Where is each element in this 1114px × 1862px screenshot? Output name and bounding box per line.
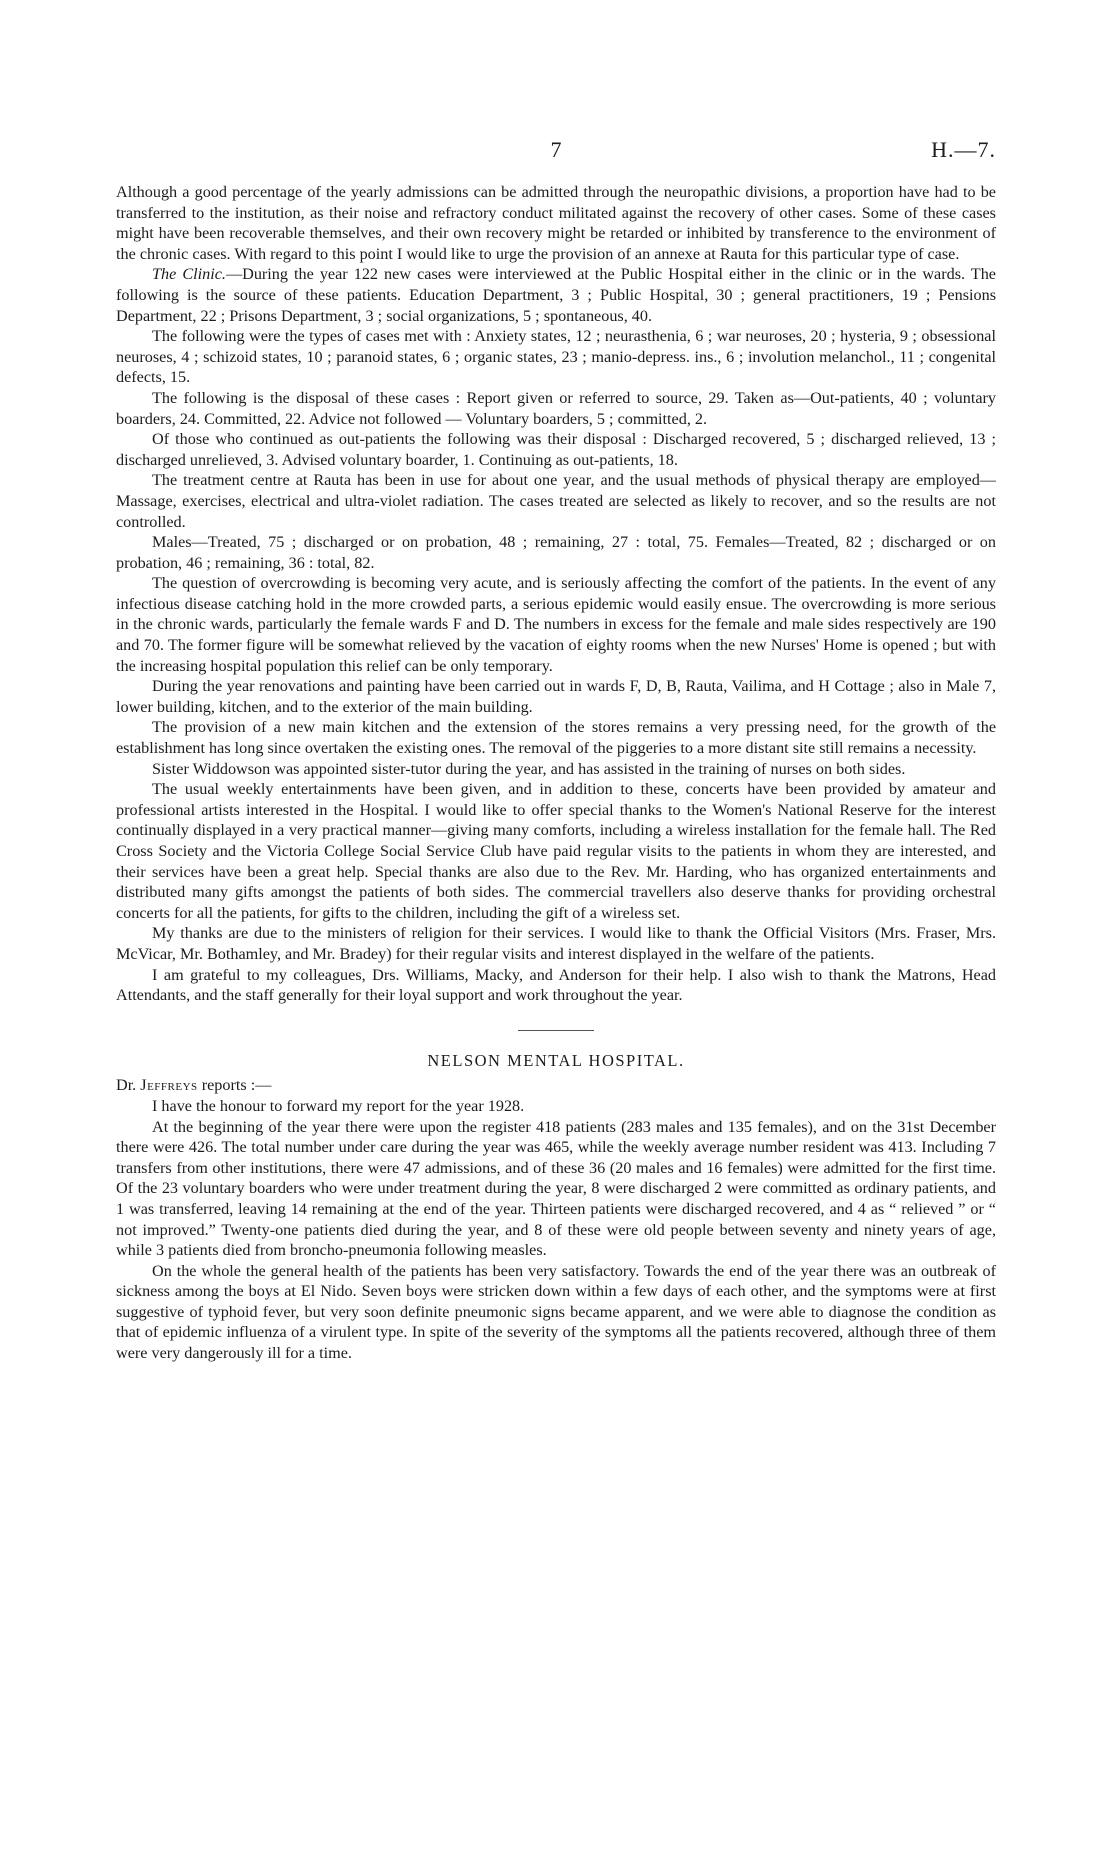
section-title: NELSON MENTAL HOSPITAL. — [427, 1050, 685, 1070]
page-header — [116, 137, 996, 167]
paragraph — [116, 429, 996, 470]
paragraph-text: The treatment centre at Rauta has been in use for about one year, and the usual methods of physical therapy are employed—Massage, exercises, electrical and ultra-violet radiation. The cases treated are selected as likely to recover, and so the results are not controlled. — [116, 471, 996, 531]
paragraph — [116, 182, 996, 264]
paragraph-text: The provision of a new main kitchen and the extension of the stores remains a very pressing need, for the growth of the establishment has long since overtaken the existing ones. The removal of the piggeries to a more distant site still remains a necessity. — [116, 718, 996, 758]
run-in-heading: The Clinic. — [152, 265, 226, 284]
paragraph — [116, 573, 996, 676]
paragraph — [116, 676, 996, 717]
reporter-suffix: reports :— — [201, 1076, 272, 1095]
paragraph-text: At the beginning of the year there were upon the register 418 patients (283 males and 135 females), and on the 31st December there were 426. The total number under care during the year was 465, while the weekly average number resident was 413. Including 7 transfers from other institutions, there were 47 admissions, and of these 36 (20 males and 16 females) were admitted for the first time. Of the 23 voluntary boarders who were under treatment during the year, 8 were discharged 2 were committed as ordinary patients, and 1 was transferred, leaving 14 remaining at the end of the year. Thirteen patients were discharged recovered, and 4 as “ relieved ” or “ not improved.” Twenty-one patients died during the year, and 8 of these were old people between seventy and ninety years of age, while 3 patients died from broncho-pneumonia following measles. — [116, 1117, 996, 1260]
reporter-line — [116, 1075, 996, 1096]
paragraph — [116, 470, 996, 532]
paragraph-text: —During the year 122 new cases were interviewed at the Public Hospital either in the clinic or in the wards. The following is the source of these patients. Education Department, 3 ; Public Hospital, 30 ; general practitioners, 19 ; Pensions Department, 22 ; Prisons Department, 3 ; social organizations, 5 ; spontaneous, 40. — [116, 265, 996, 325]
paragraph — [116, 388, 996, 429]
paragraph-text: The following were the types of cases met with : Anxiety states, 12 ; neurasthenia, 6 ; war neuroses, 20 ; hysteria, 9 ; obsessional neuroses, 4 ; schizoid states, 10 ; paranoid states, 6 ; organic states, 23 ; manio-depress. ins., 6 ; involution melanchol., 11 ; congenital defects, 15. — [116, 327, 996, 387]
paragraph — [116, 717, 996, 758]
section-divider — [518, 1030, 594, 1031]
paragraph — [116, 779, 996, 923]
document-reference: H.—7. — [931, 137, 996, 162]
paragraph — [116, 264, 996, 326]
paragraph — [116, 1117, 996, 1261]
paragraph-text: I am grateful to my colleagues, Drs. Williams, Macky, and Anderson for their help. I also wish to thank the Matrons, Head Attendants, and the staff generally for their loyal support and work throughout the year. — [116, 965, 996, 1005]
paragraph-text: The question of overcrowding is becoming very acute, and is seriously affecting the comfort of the patients. In the event of any infectious disease catching hold in the more crowded parts, a serious epidemic would easily ensue. The overcrowding is more serious in the chronic wards, particularly the female wards F and D. The numbers in excess for the female and male sides respectively are 190 and 70. The former figure will be somewhat relieved by the vacation of eighty rooms when the new Nurses' Home is opened ; but with the increasing hospital population this relief can be only temporary. — [116, 574, 996, 675]
paragraph-text: The usual weekly entertainments have been given, and in addition to these, concerts have been provided by amateur and professional artists interested in the Hospital. I would like to offer special thanks to the Women's National Reserve for the interest continually displayed in a very practical manner—giving many comforts, including a wireless installation for the female hall. The Red Cross Society and the Victoria College Social Service Club have paid regular visits to the patients in whom they are interested, and their services have been a great help. Special thanks are also due to the Rev. Mr. Harding, who has organized entertainments and distributed many gifts amongst the patients of both sides. The commercial travellers also deserve thanks for providing orchestral concerts for all the patients, for gifts to the children, including the gift of a wireless set. — [116, 780, 996, 922]
paragraph — [116, 1261, 996, 1364]
paragraph-text: Males—Treated, 75 ; discharged or on probation, 48 ; remaining, 27 : total, 75. Females—Treated, 82 ; discharged or on probation, 46 ; remaining, 36 : total, 82. — [116, 533, 996, 572]
reporter-name: Jeffreys — [140, 1076, 198, 1095]
paragraph — [116, 326, 996, 388]
paragraph — [116, 532, 996, 573]
paragraph-text: My thanks are due to the ministers of religion for their services. I would like to thank the Official Visitors (Mrs. Fraser, Mrs. McVicar, Mr. Bothamley, and Mr. Bradey) for their regular visits and interest displayed in the welfare of the patients. — [116, 924, 996, 963]
paragraph-text: The following is the disposal of these cases : Report given or referred to source, 29. Taken as—Out-patients, 40 ; voluntary boarders, 24. Committed, 22. Advice not followed — Voluntary boarders, 5 ; committed, 2. — [116, 388, 996, 428]
paragraph-text: Sister Widdowson was appointed sister-tutor during the year, and has assisted in the training of nurses on both sides. — [152, 759, 906, 778]
paragraph — [116, 1096, 996, 1117]
paragraph-text: During the year renovations and painting have been carried out in wards F, D, B, Rauta, Vailima, and H Cottage ; also in Male 7, lower building, kitchen, and to the exterior of the main building. — [116, 677, 996, 716]
paragraph — [116, 759, 996, 780]
paragraph-text: On the whole the general health of the patients has been very satisfactory. Towards the end of the year there was an outbreak of sickness among the boys at El Nido. Seven boys were stricken down within a few days of each other, and the symptoms were at first suggestive of typhoid fever, but very soon definite pneumonic signs became apparent, and we were able to diagnose the condition as that of epidemic influenza of a virulent type. In spite of the severity of the symptoms all the patients recovered, although three of them were very dangerously ill for a time. — [116, 1261, 996, 1363]
paragraph — [116, 923, 996, 964]
page-number: 7 — [550, 137, 562, 162]
document-body — [116, 182, 996, 1364]
paragraph-text: Of those who continued as out-patients the following was their disposal : Discharged recovered, 5 ; discharged relieved, 13 ; discharged unrelieved, 3. Advised voluntary boarder, 1. Continuing as out-patients, 18. — [116, 430, 996, 469]
paragraph-text: Although a good percentage of the yearly admissions can be admitted through the neuropathic divisions, a proportion have had to be transferred to the institution, as their noise and refractory conduct militated against the recovery of other cases. Some of these cases might have been recoverable themselves, and their own recovery might be retarded or inhibited by transference to the environment of the chronic cases. With regard to this point I would like to urge the provision of an annexe at Rauta for this particular type of case. — [116, 183, 996, 263]
paragraph-text: I have the honour to forward my report for the year 1928. — [152, 1096, 525, 1115]
paragraph — [116, 965, 996, 1006]
reporter-prefix: Dr. — [116, 1076, 137, 1095]
